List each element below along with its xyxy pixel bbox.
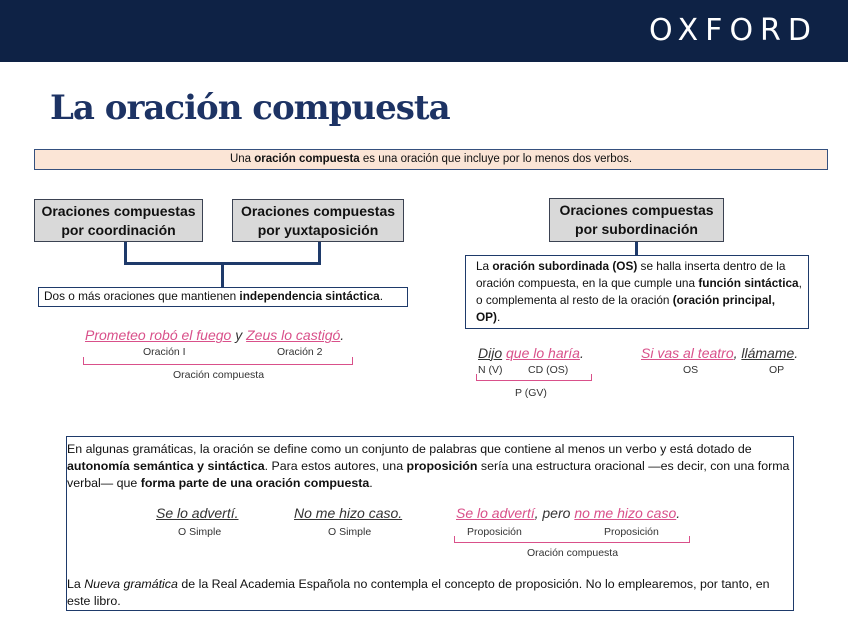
note-text: . Para estos autores, una [264,459,407,473]
note-text: sería una estructura oracional —es decir, con una forma verbal— que [67,459,790,490]
example-coordinacion [85,326,344,344]
example-punct: . [676,505,681,521]
example-sentence: Se lo advertí. [156,505,239,521]
box-subordinacion [549,198,724,242]
connector-line [124,242,127,264]
example-punct: . [794,345,799,361]
connector-line [635,242,638,256]
box-line: Oraciones compuestas [559,202,714,218]
header-bar [0,0,848,62]
example-clause: Se lo advertí [456,505,535,521]
description-text: . [379,289,383,303]
example-conjunction: y [231,327,247,343]
example-punct: . [579,345,584,361]
example-simple-a [156,504,239,522]
note-text: . [369,476,373,490]
subordination-description [465,255,809,329]
bracket [454,536,690,543]
example-conjunction: , pero [534,505,575,521]
label-os: OS [683,364,699,376]
example-clause: no me hizo caso [574,505,677,521]
label-nv: N (V) [478,364,503,376]
description-text: Dos o más oraciones que mantienen [44,289,240,303]
note-italic: Nueva gramática [84,577,178,591]
coordination-description [38,287,408,307]
note-bold: forma parte de una oración compuesta [140,476,370,490]
example-sentence: No me hizo caso. [294,505,403,521]
note-text: En algunas gramáticas, la oración se define como un conjunto de palabras que contiene al menos un verbo y está dotado de [67,442,752,456]
description-text: La [476,259,493,273]
description-text: se halla inserta dentro de la oración compuesta, en la que cumple una [476,259,786,290]
label-proposicion-2: Proposición [604,526,659,538]
note-text: de la Real Academia Española no contempla el concepto de proposición. No lo emplearemos, por tanto, en este libro. [67,577,770,608]
label-proposicion-1: Proposición [467,526,522,538]
box-line: por coordinación [61,222,176,238]
label-oracion-2: Oración 2 [277,346,323,358]
note-bold: proposición [406,459,478,473]
description-bold: función sintáctica [698,276,799,290]
page-title: La oración compuesta [50,88,450,128]
label-p: P (GV) [515,387,547,399]
example-si-vas [641,344,798,362]
box-line: por yuxtaposición [257,222,379,238]
definition-banner [34,149,828,170]
example-punct: . [340,327,345,343]
box-line: Oraciones compuestas [240,203,396,219]
example-dijo [478,344,584,362]
definition-bold: oración compuesta [254,153,360,165]
example-main-clause: llámame [741,345,795,361]
oxford-logo: OXFORD [648,13,818,48]
connector-line [318,242,321,264]
label-o-simple: O Simple [328,526,372,538]
note-paragraph-1 [67,441,791,492]
description-text: . [496,310,501,324]
example-verb: Dijo [478,345,503,361]
description-bold: oración subordinada (OS) [492,259,638,273]
label-oracion-compuesta: Oración compuesta [173,369,265,381]
label-cd: CD (OS) [528,364,569,376]
note-text: La [67,577,85,591]
description-text: , o complementa al resto de la oración [476,276,802,307]
description-bold: independencia sintáctica [239,289,380,303]
label-op: OP [769,364,785,376]
note-box [66,436,794,611]
definition-text: Una [229,153,255,165]
example-punct: , [733,345,742,361]
box-line: Oraciones compuestas [41,203,196,219]
note-bold: autonomía semántica y sintáctica [67,459,265,473]
bracket [476,374,592,381]
example-clause: Zeus lo castigó [246,327,341,343]
note-paragraph-2 [67,576,791,610]
example-clause: Prometeo robó el fuego [85,327,232,343]
connector-line [221,262,224,288]
example-clause: Si vas al teatro [641,345,734,361]
label-oracion-1: Oración I [143,346,186,358]
box-yuxtaposicion [232,199,404,242]
example-simple-b [294,504,402,522]
definition-text: es una oración que incluye por lo menos dos verbos. [359,153,633,165]
bracket [83,357,353,365]
box-coordinacion [34,199,203,242]
label-o-simple: O Simple [178,526,222,538]
example-clause: que lo haría [506,345,580,361]
description-bold: (oración principal, OP) [476,293,775,324]
box-line: por subordinación [575,221,698,237]
label-oracion-compuesta: Oración compuesta [527,547,619,559]
example-compuesta [456,504,680,522]
